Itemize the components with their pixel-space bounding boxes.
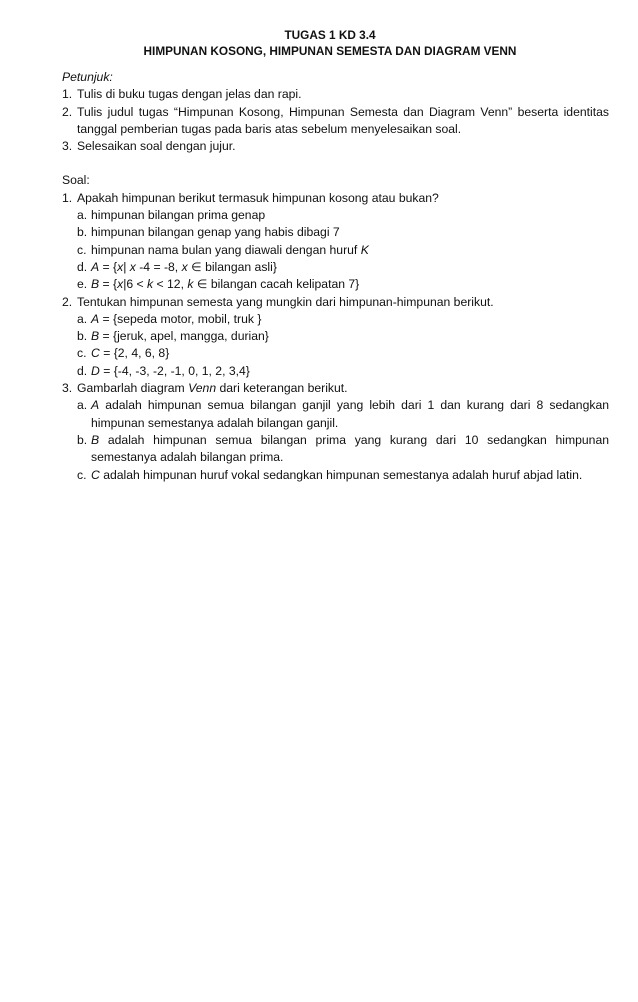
question-number: 3. bbox=[62, 381, 73, 396]
document-title: TUGAS 1 KD 3.4 bbox=[284, 28, 376, 42]
sub-item-letter: a. bbox=[77, 208, 88, 223]
sub-item-text: himpunan bilangan genap yang habis dibagi 7 bbox=[91, 225, 340, 240]
petunjuk-item bbox=[62, 138, 609, 155]
item-number: 3. bbox=[62, 139, 73, 154]
item-number: 1. bbox=[62, 87, 73, 102]
question-text: Tentukan himpunan semesta yang mungkin dari himpunan-himpunan berikut. bbox=[77, 294, 494, 309]
petunjuk-list bbox=[62, 86, 609, 155]
sub-item-text: A adalah himpunan semua bilangan ganjil yang lebih dari 1 dan kurang dari 8 sedangkan himpunan semestanya adalah bilangan ganjil. bbox=[91, 398, 609, 430]
sub-item-text: A = {x| x -4 = -8, x ∈ bilangan asli} bbox=[91, 259, 277, 274]
sub-item-text: A = {sepeda motor, mobil, truk } bbox=[91, 311, 262, 326]
sub-item-letter: a. bbox=[77, 311, 88, 326]
item-text: Tulis judul tugas “Himpunan Kosong, Himpunan Semesta dan Diagram Venn” beserta identitas tanggal pemberian tugas pada baris atas sebelum menyelesaikan soal. bbox=[77, 104, 609, 136]
sub-item bbox=[77, 397, 609, 432]
sub-item bbox=[77, 363, 609, 380]
sub-item-letter: c. bbox=[77, 467, 87, 482]
sub-item-text: D = {-4, -3, -2, -1, 0, 1, 2, 3,4} bbox=[91, 363, 250, 378]
document-body bbox=[62, 69, 609, 484]
question-number: 1. bbox=[62, 190, 73, 205]
sub-item bbox=[77, 311, 609, 328]
question-2 bbox=[62, 294, 609, 311]
question-2-subitems bbox=[77, 311, 609, 380]
question-number: 2. bbox=[62, 294, 73, 309]
sub-item bbox=[77, 224, 609, 241]
item-number: 2. bbox=[62, 104, 73, 119]
sub-item-text: C = {2, 4, 6, 8} bbox=[91, 346, 170, 361]
sub-item-text: himpunan bilangan prima genap bbox=[91, 208, 266, 223]
sub-item-letter: b. bbox=[77, 329, 88, 344]
question-3 bbox=[62, 380, 609, 397]
item-text: Tulis di buku tugas dengan jelas dan rapi. bbox=[77, 87, 302, 102]
sub-item bbox=[77, 467, 609, 484]
question-3-subitems bbox=[77, 397, 609, 483]
sub-item-text: B adalah himpunan semua bilangan prima yang kurang dari 10 sedangkan himpunan semestanya adalah bilangan prima. bbox=[91, 432, 609, 465]
soal-list bbox=[62, 190, 609, 484]
sub-item-text: C adalah himpunan huruf vokal sedangkan himpunan semestanya adalah huruf abjad latin. bbox=[91, 467, 583, 482]
section-gap bbox=[62, 155, 609, 172]
sub-item-letter: d. bbox=[77, 363, 88, 378]
sub-item-letter: c. bbox=[77, 242, 87, 257]
sub-item-text: B = {x|6 < k < 12, k ∈ bilangan cacah kelipatan 7} bbox=[91, 277, 360, 292]
sub-item bbox=[77, 345, 609, 362]
question-text: Gambarlah diagram Venn dari keterangan berikut. bbox=[77, 381, 348, 396]
sub-item bbox=[77, 207, 609, 224]
sub-item-text: B = {jeruk, apel, mangga, durian} bbox=[91, 329, 269, 344]
sub-item bbox=[77, 259, 609, 276]
item-text: Selesaikan soal dengan jujur. bbox=[77, 139, 236, 154]
sub-item-text: himpunan nama bulan yang diawali dengan huruf K bbox=[91, 242, 369, 257]
sub-item-letter: c. bbox=[77, 346, 87, 361]
sub-item-letter: e. bbox=[77, 277, 88, 292]
sub-item bbox=[77, 242, 609, 259]
sub-item-letter: b. bbox=[77, 225, 88, 240]
question-text: Apakah himpunan berikut termasuk himpunan kosong atau bukan? bbox=[77, 190, 439, 205]
sub-item-letter: d. bbox=[77, 259, 88, 274]
document-subtitle: HIMPUNAN KOSONG, HIMPUNAN SEMESTA DAN DIAGRAM VENN bbox=[143, 43, 517, 58]
sub-item-letter: b. bbox=[77, 432, 88, 447]
document-header bbox=[0, 28, 638, 59]
petunjuk-item bbox=[62, 104, 609, 139]
petunjuk-label: Petunjuk: bbox=[62, 70, 113, 84]
sub-item bbox=[77, 432, 609, 467]
sub-item-letter: a. bbox=[77, 398, 88, 413]
soal-label: Soal: bbox=[62, 173, 90, 188]
sub-item bbox=[77, 328, 609, 345]
petunjuk-item bbox=[62, 86, 609, 103]
sub-item bbox=[77, 276, 609, 293]
question-1 bbox=[62, 190, 609, 207]
question-1-subitems bbox=[77, 207, 609, 293]
